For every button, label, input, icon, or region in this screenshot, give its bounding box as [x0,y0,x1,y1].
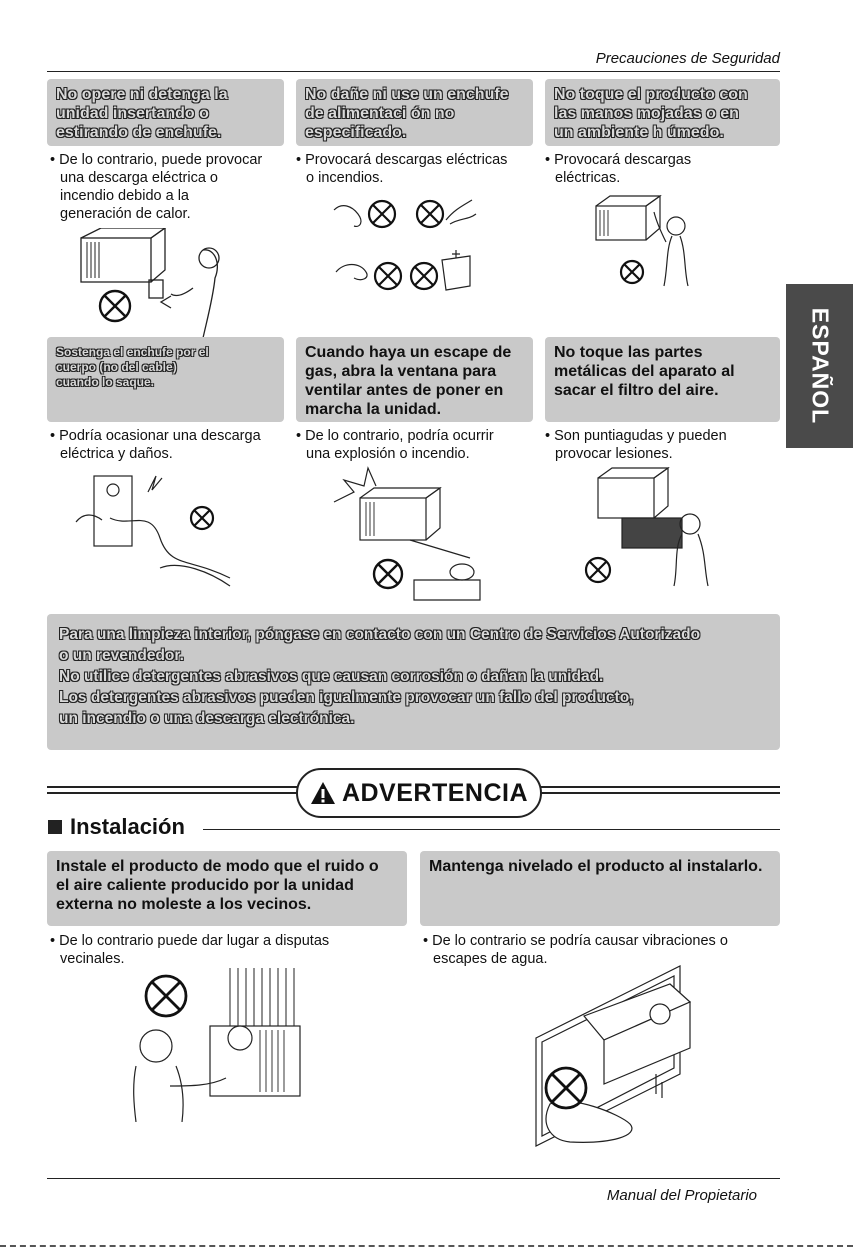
caution-title-line: sacar el filtro del aire. [554,382,719,399]
page-header-title: Precauciones de Seguridad [595,50,780,67]
caution-bullet [50,427,290,463]
section-title-text: Instalación [70,814,185,839]
illustration-wet-hands [590,190,700,290]
caution-box-metal-parts [545,337,780,422]
install-box-level [420,851,780,926]
illustration-hold-plug [70,468,240,592]
caution-title-line: No toque el producto con [554,86,748,103]
caution-title-line: Sostenga el enchufe por el [56,345,209,359]
bullet-line: • Son puntiagudas y pueden [545,427,780,445]
notice-line: o un revendedor. [59,647,184,664]
bullet-line: eléctrica y daños. [60,446,173,462]
caution-title-line: de alimentaci ón no [305,105,455,122]
caution-bullet [545,151,780,187]
caution-title-line: No toque las partes [554,344,703,361]
illustration-plug-pull [75,228,235,340]
caution-title-line: cuerpo (no del cable) [56,360,177,374]
warning-rule-right [540,786,780,788]
caution-title-line: Cuando haya un escape de [305,344,512,361]
section-rule [203,829,780,830]
illustration-damaged-plugs [330,192,490,304]
install-title-line: Mantenga nivelado el producto al instalarlo. [429,858,763,875]
illustration-neighbor-noise [130,966,310,1122]
install-title-line: Instale el producto de modo que el ruido o [56,858,379,875]
warning-badge [296,768,542,818]
caution-box-gas-leak [296,337,533,422]
caution-box-plug-spec [296,79,533,146]
notice-line: No utilice detergentes abrasivos que causan corrosión o dañan la unidad. [59,668,604,685]
prohibition-icon [417,201,443,227]
caution-bullet [50,151,290,223]
caution-bullet [545,427,780,463]
caution-title-line: metálicas del aparato al [554,363,735,380]
bullet-line: incendio debido a la [60,188,189,204]
install-box-noise [47,851,407,926]
caution-title-line: gas, abra la ventana para [305,363,497,380]
page-footer-title: Manual del Propietario [606,1187,757,1204]
warning-rule-right [540,792,780,794]
caution-box-plug-insert [47,79,284,146]
illustration-gas-leak [330,462,490,608]
caution-title-line: cuando lo saque. [56,375,155,389]
footer-rule [47,1178,780,1179]
illustration-level-unit [530,964,720,1150]
page-edge-dashes [0,1245,853,1247]
bullet-line: una explosión o incendio. [306,446,470,462]
install-title-line: el aire caliente producido por la unidad [56,877,354,894]
prohibition-icon [586,558,610,582]
caution-box-wet-hands [545,79,780,146]
prohibition-icon [546,1068,586,1108]
install-bullet [423,932,783,968]
prohibition-icon [100,291,130,321]
notice-line: Para una limpieza interior, póngase en contacto con un Centro de Servicios Autorizado [59,626,701,643]
bullet-line: una descarga eléctrica o [60,170,218,186]
section-title [48,814,185,840]
language-tab-label: ESPAÑOL [807,307,833,425]
notice-line: Los detergentes abrasivos pueden igualmente provocar un fallo del producto, [59,689,634,706]
caution-title-line: estirando de enchufe. [56,124,222,141]
prohibition-icon [374,560,402,588]
caution-title-line: las manos mojadas o en [554,105,739,122]
install-bullet [50,932,410,968]
bullet-line: o incendios. [306,170,384,186]
caution-title-line: No dañe ni use un enchufe [305,86,509,103]
bullet-line: • Podría ocasionar una descarga [50,427,290,445]
caution-title-line: un ambiente h úmedo. [554,124,724,141]
illustration-metal-parts [582,464,722,588]
caution-title-line: especificado. [305,124,407,141]
caution-title-line: unidad insertando o [56,105,209,122]
caution-box-hold-plug [47,337,284,422]
header-rule [47,71,780,72]
bullet-line: • De lo contrario puede dar lugar a disputas [50,932,410,950]
warning-rule-left [47,786,297,788]
cleaning-notice-box [47,614,780,750]
prohibition-icon [621,261,643,283]
bullet-line: escapes de agua. [433,951,548,967]
section-bullet-icon [48,820,62,834]
warning-triangle-icon [310,781,336,805]
caution-bullet [296,151,536,187]
bullet-line: • De lo contrario, puede provocar [50,151,290,169]
prohibition-icon [375,263,401,289]
install-title-line: externa no moleste a los vecinos. [56,896,312,913]
bullet-line: • Provocará descargas [545,151,780,169]
bullet-line: • Provocará descargas eléctricas [296,151,536,169]
caution-bullet [296,427,536,463]
prohibition-icon [369,201,395,227]
warning-label: ADVERTENCIA [341,778,529,807]
bullet-line: vecinales. [60,951,125,967]
prohibition-icon [191,507,213,529]
bullet-line: • De lo contrario, podría ocurrir [296,427,536,445]
bullet-line: • De lo contrario se podría causar vibraciones o [423,932,783,950]
caution-title-line: No opere ni detenga la [56,86,228,103]
bullet-line: provocar lesiones. [555,446,673,462]
notice-line: un incendio o una descarga electrónica. [59,710,355,727]
prohibition-icon [411,263,437,289]
bullet-line: generación de calor. [60,206,191,222]
language-tab [786,284,853,448]
prohibition-icon [146,976,186,1016]
caution-title-line: marcha la unidad. [305,401,442,418]
warning-rule-left [47,792,297,794]
bullet-line: eléctricas. [555,170,621,186]
caution-title-line: ventilar antes de poner en [305,382,504,399]
